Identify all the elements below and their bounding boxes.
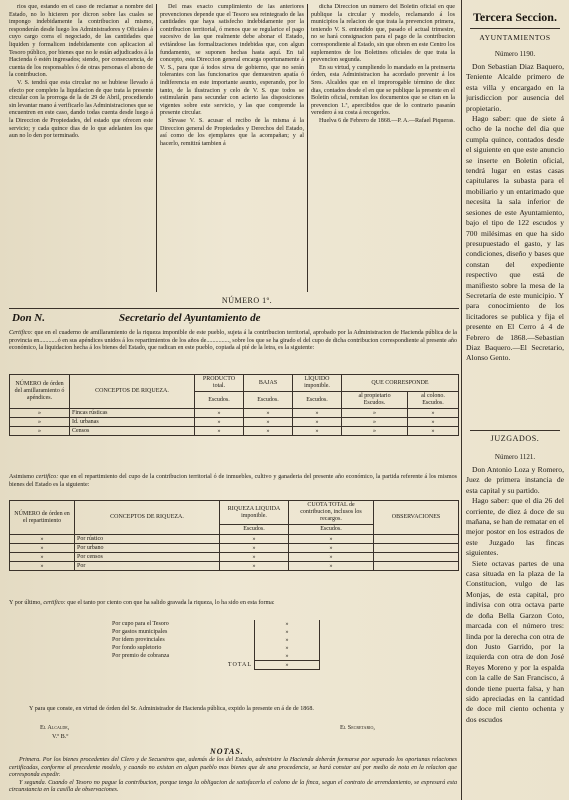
- don-label: Don N.: [12, 312, 46, 324]
- paragraph: Hago saber: que de siete á ocho de la noche del dia que cumpla quince, contados desde el siguiente en que este anuncio se inserte en Boletin oficial, tendrá lugar en estas casas capitulares la subasta para el mobiliario y un entarimado que necesita la sala inferior de sesiones de este Ayuntamiento, bajo el tipo de 122 escudos y 700 milésimas en que ha sido presupuestado el gasto, y las condiciones, diseño y bases que constan del expediente respectivo que está de manifiesto sobre la mesa de la Secretaría de este municipio. Y para conocimiento de los licitadores se publica y fija el presente en El Cerro á 4 de Febrero de 1868.—Sebastian Diaz Baquero.—El Secretario, Alonso Gento.: [466, 114, 564, 363]
- notas-heading: NOTAS.: [210, 747, 244, 756]
- th-conceptos: CONCEPTOS DE RIQUEZA.: [70, 375, 195, 409]
- column-3: [311, 4, 455, 304]
- column-divider: [156, 4, 157, 292]
- paragraph: En su virtud, y cumpliendo lo mandado en la preinserta órden, esta Administracion ha acordado prevenir á los Sres. Alcaldes que en el improrogable término de diez dias, contados desde el en que se publique la presente en el Boletin oficial, remitan los documentos que se citan en la prevencion 1.ª, apercibidos que de lo contrario pasarán veredero á su costa á recogerlos.: [311, 64, 455, 117]
- paragraph: Don Antonio Loza y Romero, Juez de primera instancia de esta capital y su partido.: [466, 465, 564, 495]
- secretario-label: Secretario del Ayuntamiento de: [119, 312, 261, 324]
- paragraph: dicha Direccion un número del Boletin oficial en que publique la circular y modelo, reclamando á los municipios la relacion de que trata la prevencion primera, teniendo V. S. entendido que, pasado el actual trimestre, no se hará consignacion para el pago de la contribucion correspondiente al Estado, sin que obren en este Centro los suplementos de los Boletines oficiales de que trata la prevencion segunda.: [311, 4, 455, 64]
- table-3: [110, 620, 320, 670]
- cert-text: que en el repartimiento del cupo de la contribucion territorial ó de inmuebles, cultivo y ganaderia del presente año económico, la partida referente á los mismos bienes del Estado es la siguiente:: [9, 474, 457, 488]
- anuncio-number: Número 1190.: [494, 50, 536, 58]
- cert-text: que el tanto por ciento con que ha salido gravada la riqueza, lo ha sido en esta forma:: [65, 600, 275, 606]
- paragraph: Sírvase V. S. acusar el recibo de la misma á la Direccion general de Propiedades y Derechos del Estado, así como de los ejemplares que la acompañan; y al hacerlo, remitirá tambien á: [160, 117, 304, 147]
- table-row: » Por rústico » »: [10, 535, 459, 544]
- column-1: [9, 4, 153, 304]
- paragraph: Del mas exacto cumplimiento de las anteriores prevenciones depende que el Tesoro sea reintegrado de las cantidades que haya satisfecho indebidamente por la contribucion territorial, ó menos que se regularice el pago sucesivo de las que realmente debe abonar el Estado, evitándose las formalizaciones indebidas que, con algun fundamento, se suponen hechas hasta aquí. En tal concepto, esta Direccion general encarga oportunamente á V. S., para que á todos sirva de gobierno, que no serán tolerantes con las funcionarios que demuestren apatía ó indiferencia en este importante asunto, esperando, por lo tanto, de la ilustracion y celo de V. S. que todos se estimularán para secundar con acierto las disposiciones vigentes sobre este servicio, y las que comprende la presente circular.: [160, 4, 304, 117]
- table-row: Por cupo para el Tesoro »: [110, 620, 320, 628]
- table-row: » Fincas rústicas » » » » »: [10, 409, 459, 418]
- section-divider: [470, 430, 560, 431]
- table-row: Por idem provinciales »: [110, 636, 320, 644]
- th-cuota: CUOTA TOTAL de contribucion, inclusos los recargos.: [289, 501, 374, 525]
- paragraph: Don Sebastian Diaz Baquero, Teniente Alcalde primero de esta villa y encargado en la jurisdiccion por ausencia del propietario.: [466, 62, 564, 113]
- notas-body: [9, 757, 457, 795]
- cert-label: Certifico:: [9, 330, 33, 336]
- anuncio-number: Número 1121.: [494, 453, 536, 461]
- paragraph: Huelva 6 de Febrero de 1868.—P. A.—Rafael Piqueras.: [319, 117, 455, 124]
- paragraph: Hago saber: que el dia 26 del corriente, de diez á doce de su mañana, se han de rematar en el mejor postor en los estrados de este Juzgado las fincas siguientes.: [466, 496, 564, 558]
- table-row: Por fondo supletorio »: [110, 644, 320, 652]
- column-divider: [461, 0, 462, 800]
- th-liquido: LÍQUIDO imponible.: [293, 375, 342, 392]
- cert-label: certifico:: [35, 474, 59, 480]
- th-colono: al colono. Escudos.: [408, 392, 459, 409]
- visto-bueno: V.º B.º: [52, 733, 69, 740]
- table-2: [9, 500, 459, 571]
- paragraph: V. S. tendrá que esta circular no se hubiese llevado á efecto por completo la liquidacion de que trata la presente circular con la prorroga de la de 29 de Abril, procediendo sin levantar mano á verificarlo las Administraciones que se encuentren en este caso, dando todas cuenta desde luego á la Direccion de Propiedades, del estado que ofrecen este servicio; y cada quince dias de lo que adelanten los que aun no lo den por terminado.: [9, 79, 153, 140]
- table-row: » Por » »: [10, 562, 459, 571]
- nota-1: Primera. Por los bienes procedentes del Clero y de Secuestros que, además de los del Estado, administre la Hacienda deberán formarse por separado los oportunas relaciones certificadas, conforme al precedente modelo, y cuando no existan en algun pueblo mas bienes que de una procedencia, se hará constar así por medio de nota en la relacion que corresponda expedir.: [9, 757, 457, 779]
- unit: Escudos.: [220, 525, 289, 535]
- closing-text: Y para que conste, en virtud de órden del Sr. Administrador de Hacienda pública, expido la presente en á de de 1868.: [29, 706, 314, 712]
- th-numero: NÚMERO de órden en el repartimiento: [10, 501, 75, 535]
- section-divider: [9, 308, 459, 309]
- column-2: [160, 4, 304, 304]
- form-heading: [9, 312, 459, 326]
- table-row: » Censos » » » » »: [10, 427, 459, 436]
- section-title: Tercera Seccion.: [473, 10, 557, 24]
- th-riqueza: RIQUEZA LIQUIDA imponible.: [220, 501, 289, 525]
- total-row: TOTAL »: [110, 661, 320, 670]
- table-row: » Por urbano » »: [10, 544, 459, 553]
- cert-text: que en el cuaderno de amillaramiento de la riqueza imponible de este pueblo, sujeta á la contribucion territorial, aprobado por la Administracion de Hacienda pública de la provincia en............ó en sus apéndices unidos á los repartimientos de los años de..............., sobre los que se ha girado el del cupo de dicha contribucion correspondiente al presente año económico, la liquidacion hecha á los bienes del Estado, que radican en este pueblo, copiada al pié de la letra, es la siguiente:: [9, 330, 457, 352]
- table-row: » Id. urbanas » » » » »: [10, 418, 459, 427]
- unit: Escudos.: [195, 392, 244, 409]
- unit: Escudos.: [289, 525, 374, 535]
- secretario-signature: El Secretario,: [340, 724, 375, 731]
- unit: Escudos.: [244, 392, 293, 409]
- unit: Escudos.: [293, 392, 342, 409]
- title-rule: [470, 28, 560, 29]
- certification-1: [9, 330, 457, 353]
- table-1: [9, 374, 459, 436]
- numero-heading: NÚMERO 1º.: [221, 296, 273, 305]
- th-conceptos: CONCEPTOS DE RIQUEZA.: [75, 501, 220, 535]
- column-divider: [307, 4, 308, 292]
- ayuntamiento-notice: [466, 62, 564, 432]
- juzgado-notice: [466, 465, 564, 798]
- table-row: Por premio de cobranza »: [110, 652, 320, 661]
- certification-3: Y por último, certifico: que el tanto por ciento con que ha salido gravada la riqueza, lo ha sido en esta forma:: [9, 600, 275, 606]
- th-bajas: BAJAS: [244, 375, 293, 392]
- cert-label: certifico:: [43, 600, 66, 606]
- alcalde-signature: El Alcalde,: [40, 724, 70, 731]
- th-observaciones: OBSERVACIONES: [374, 501, 459, 535]
- th-corresponde: QUE CORRESPONDE: [342, 375, 459, 392]
- th-numero: NÚMERO de órden del amillaramiento ó apéndices.: [10, 375, 70, 409]
- paragraph: Siete octavas partes de una casa situada en la plaza de la Constitucion, vulgo de las Monjas, de esta capital, pro indivisa con otra octava parte de doña Bella Garzon Coto, marcada con el número tres: linda por la derecha con otra de don Justo Garrido, por la izquierda con otra de don José Reyes Moreno y por la espalda con la calle de San Francisco, á donde tiene puerta falsa, y han sido apreciadas en la cantidad de doce mil ciento ochenta y dos escudos: [466, 558, 564, 724]
- certification-2: Asimismo certifico: que en el repartimiento del cupo de la contribucion territorial ó de inmuebles, cultivo y ganaderia del presente año económico, la partida referente á los mismos bienes del Estado es la siguiente:: [9, 474, 457, 488]
- th-producto: PRODUCTO total.: [195, 375, 244, 392]
- juzgados-heading: JUZGADOS.: [490, 434, 540, 443]
- table-row: » Por censos » »: [10, 553, 459, 562]
- ayuntamientos-heading: AYUNTAMIENTOS: [479, 33, 551, 42]
- th-propietario: al propietario Escudos.: [342, 392, 408, 409]
- nota-2: Y segunda. Cuando el Tesoro no pague la contribucion, porque tenga la obligacion de satisfacerla el colono de la finca, segun el contrato de arrendamiento, se expresará esta circunstancia en la casilla de observaciones.: [9, 779, 457, 794]
- paragraph: rios que, estando en el caso de reclamar a nombre del Estado, no lo hicieren por dicron sobre las cuales se impongo indebidamente la contribucion al mismo, responderán desde luego los Administradores y Oficiales á cuyo cargo corra el negociado, de las cantidades que liquiden y formalicen indebidamente con aplicacion al Tesoro público, por bienes que no le están adjudicados á la Hacienda ó estén ingresados; siendo, por consecuencia, de cuenta de los responsables ó de otras personas el abono de la contribucion.: [9, 4, 153, 79]
- table-row: Por gastos municipales »: [110, 628, 320, 636]
